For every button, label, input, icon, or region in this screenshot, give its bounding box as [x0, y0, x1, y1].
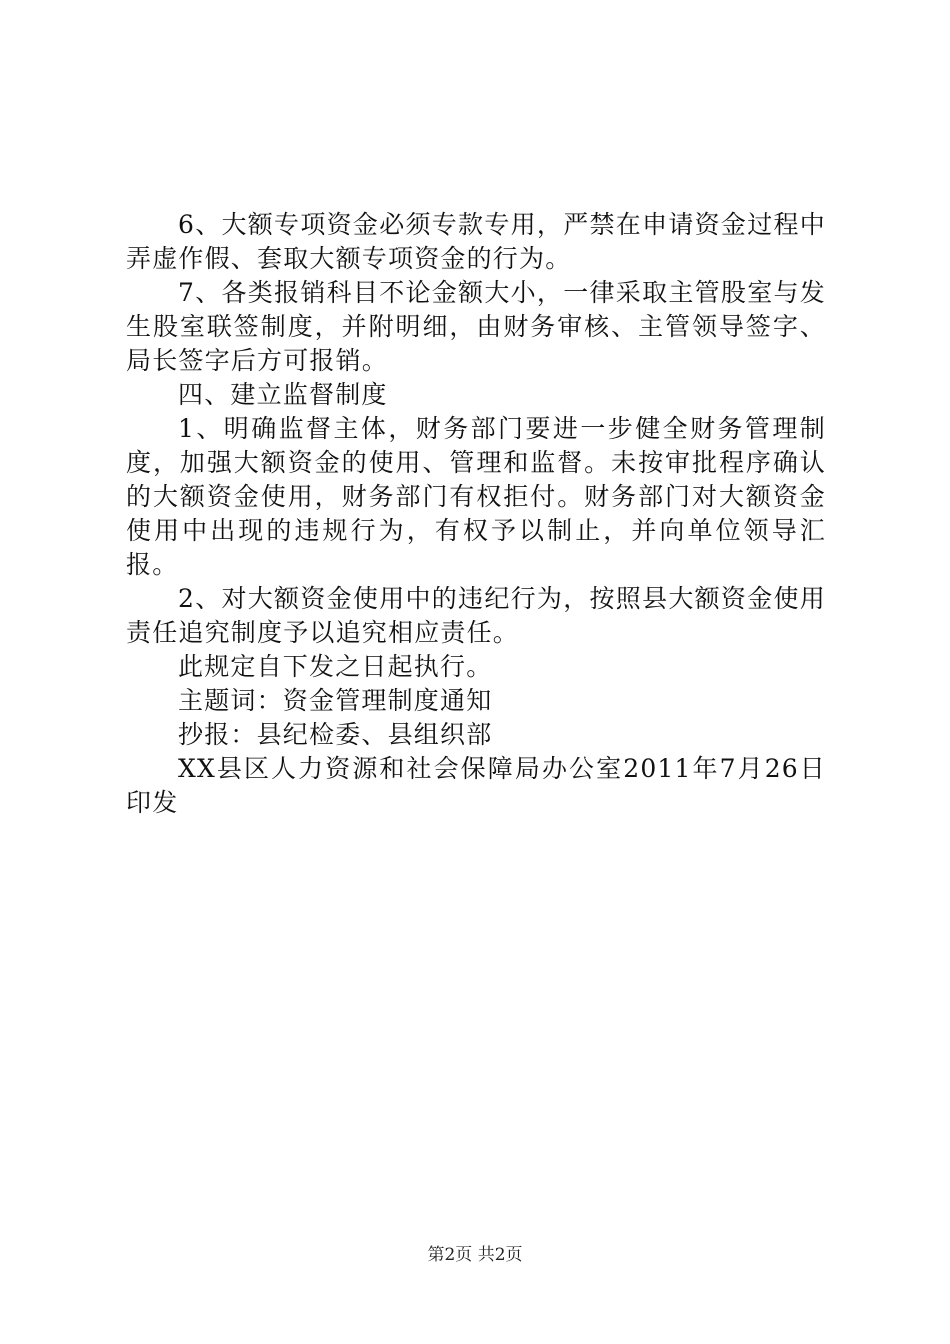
paragraph-item-6: 6、大额专项资金必须专款专用，严禁在申请资金过程中弄虚作假、套取大额专项资金的行为。: [126, 210, 826, 273]
document-body: [126, 208, 826, 820]
effective-date-statement: 此规定自下发之日起执行。: [178, 652, 493, 681]
paragraph-supervision-1: 1、明确监督主体，财务部门要进一步健全财务管理制度，加强大额资金的使用、管理和监督。未按审批程序确认的大额资金使用，财务部门有权拒付。财务部门对大额资金使用中出现的违规行为，有权予以制止，并向单位领导汇报。: [126, 414, 826, 579]
section-heading-supervision: 四、建立监督制度: [178, 380, 388, 409]
copy-to-line: 抄报：县纪检委、县组织部: [178, 720, 493, 749]
subject-keywords: 主题词：资金管理制度通知: [178, 686, 493, 715]
paragraph-item-7: 7、各类报销科目不论金额大小，一律采取主管股室与发生股室联签制度，并附明细，由财务审核、主管领导签字、局长签字后方可报销。: [126, 278, 826, 375]
issuer-line: XX县区人力资源和社会保障局办公室2011年7月26日印发: [126, 754, 826, 817]
page-number-footer: 第2页 共2页: [427, 1245, 523, 1265]
paragraph-supervision-2: 2、对大额资金使用中的违纪行为，按照县大额资金使用责任追究制度予以追究相应责任。: [126, 584, 826, 647]
